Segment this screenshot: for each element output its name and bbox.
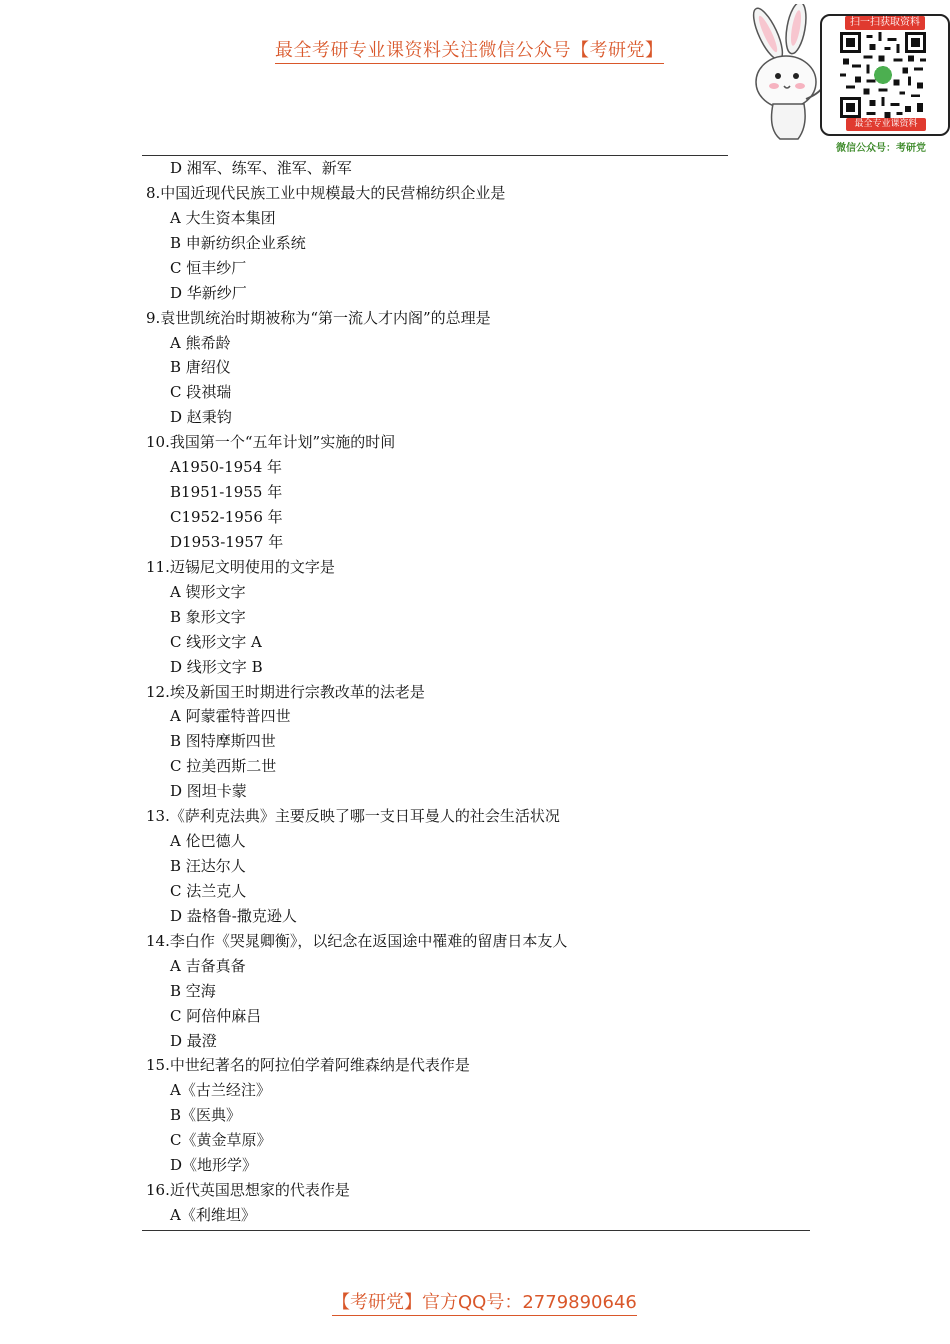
answer-option: D 盎格鲁-撒克逊人 xyxy=(170,906,297,925)
qr-code-icon[interactable] xyxy=(839,32,927,118)
answer-option: C 法兰克人 xyxy=(170,881,247,900)
answer-option: C《黄金草原》 xyxy=(170,1131,272,1150)
answer-option: D 线形文字 B xyxy=(170,657,263,676)
answer-option: D 湘军、练军、淮军、新军 xyxy=(170,159,352,177)
footer-qq-link[interactable]: 【考研党】官方QQ号：2779890646 xyxy=(332,1288,637,1316)
rabbit-mascot-icon xyxy=(738,4,828,144)
header-promo-link[interactable]: 最全考研专业课资料关注微信公众号【考研党】 xyxy=(275,36,664,64)
question-stem: 11.迈锡尼文明使用的文字是 xyxy=(146,557,335,576)
answer-option: A1950-1954 年 xyxy=(170,458,283,477)
qr-resource-label: 最全专业课资料 xyxy=(846,118,926,131)
footer-divider xyxy=(142,1230,810,1231)
answer-option: A 熊希龄 xyxy=(170,333,231,352)
answer-option: B 象形文字 xyxy=(170,607,246,626)
question-stem: 8.中国近现代民族工业中规模最大的民营棉纺织企业是 xyxy=(146,183,506,202)
qr-scan-label: 扫一扫获取资料 xyxy=(845,16,925,30)
answer-option: A《利维坦》 xyxy=(170,1206,256,1225)
answer-option: B 空海 xyxy=(170,981,216,1000)
wechat-account-caption: 微信公众号：考研党 xyxy=(836,143,926,154)
answer-option: B 唐绍仪 xyxy=(170,358,231,377)
answer-option: A 锲形文字 xyxy=(170,582,246,601)
answer-option: B 汪达尔人 xyxy=(170,857,246,876)
question-stem: 14.李白作《哭晁卿衡》，以纪念在返国途中罹难的留唐日本友人 xyxy=(146,931,568,950)
answer-option: C 拉美西斯二世 xyxy=(170,757,277,776)
answer-option: C 恒丰纱厂 xyxy=(170,258,247,277)
question-stem: 10.我国第一个“五年计划”实施的时间 xyxy=(146,433,396,452)
answer-option: C 线形文字 A xyxy=(170,632,262,651)
question-stem: 16.近代英国思想家的代表作是 xyxy=(146,1181,350,1200)
answer-option: A《古兰经注》 xyxy=(170,1081,271,1100)
answer-option: D 赵秉钧 xyxy=(170,408,232,427)
answer-option: A 阿蒙霍特普四世 xyxy=(170,707,291,726)
header-divider xyxy=(142,155,728,156)
question-stem: 9.袁世凯统治时期被称为“第一流人才内阁”的总理是 xyxy=(146,308,491,327)
answer-option: A 大生资本集团 xyxy=(170,208,276,227)
answer-option: B 图特摩斯四世 xyxy=(170,732,276,751)
answer-option: C 段祺瑞 xyxy=(170,383,232,402)
answer-option: C1952-1956 年 xyxy=(170,508,283,527)
answer-option: D 最澄 xyxy=(170,1031,217,1050)
answer-option: D1953-1957 年 xyxy=(170,532,284,551)
answer-option: A 伦巴德人 xyxy=(170,832,246,851)
answer-option: D 华新纱厂 xyxy=(170,283,247,302)
answer-option: D《地形学》 xyxy=(170,1156,258,1175)
answer-option: B1951-1955 年 xyxy=(170,483,283,502)
question-stem: 12.埃及新国王时期进行宗教改革的法老是 xyxy=(146,682,425,701)
answer-option: B《医典》 xyxy=(170,1106,242,1125)
answer-option: A 吉备真备 xyxy=(170,956,246,975)
answer-option: B 申新纺织企业系统 xyxy=(170,233,306,252)
question-stem: 13.《萨利克法典》主要反映了哪一支日耳曼人的社会生活状况 xyxy=(146,807,560,826)
answer-option: D 图坦卡蒙 xyxy=(170,782,247,801)
question-stem: 15.中世纪著名的阿拉伯学着阿维森纳是代表作是 xyxy=(146,1056,470,1075)
answer-option: C 阿倍仲麻吕 xyxy=(170,1006,262,1025)
